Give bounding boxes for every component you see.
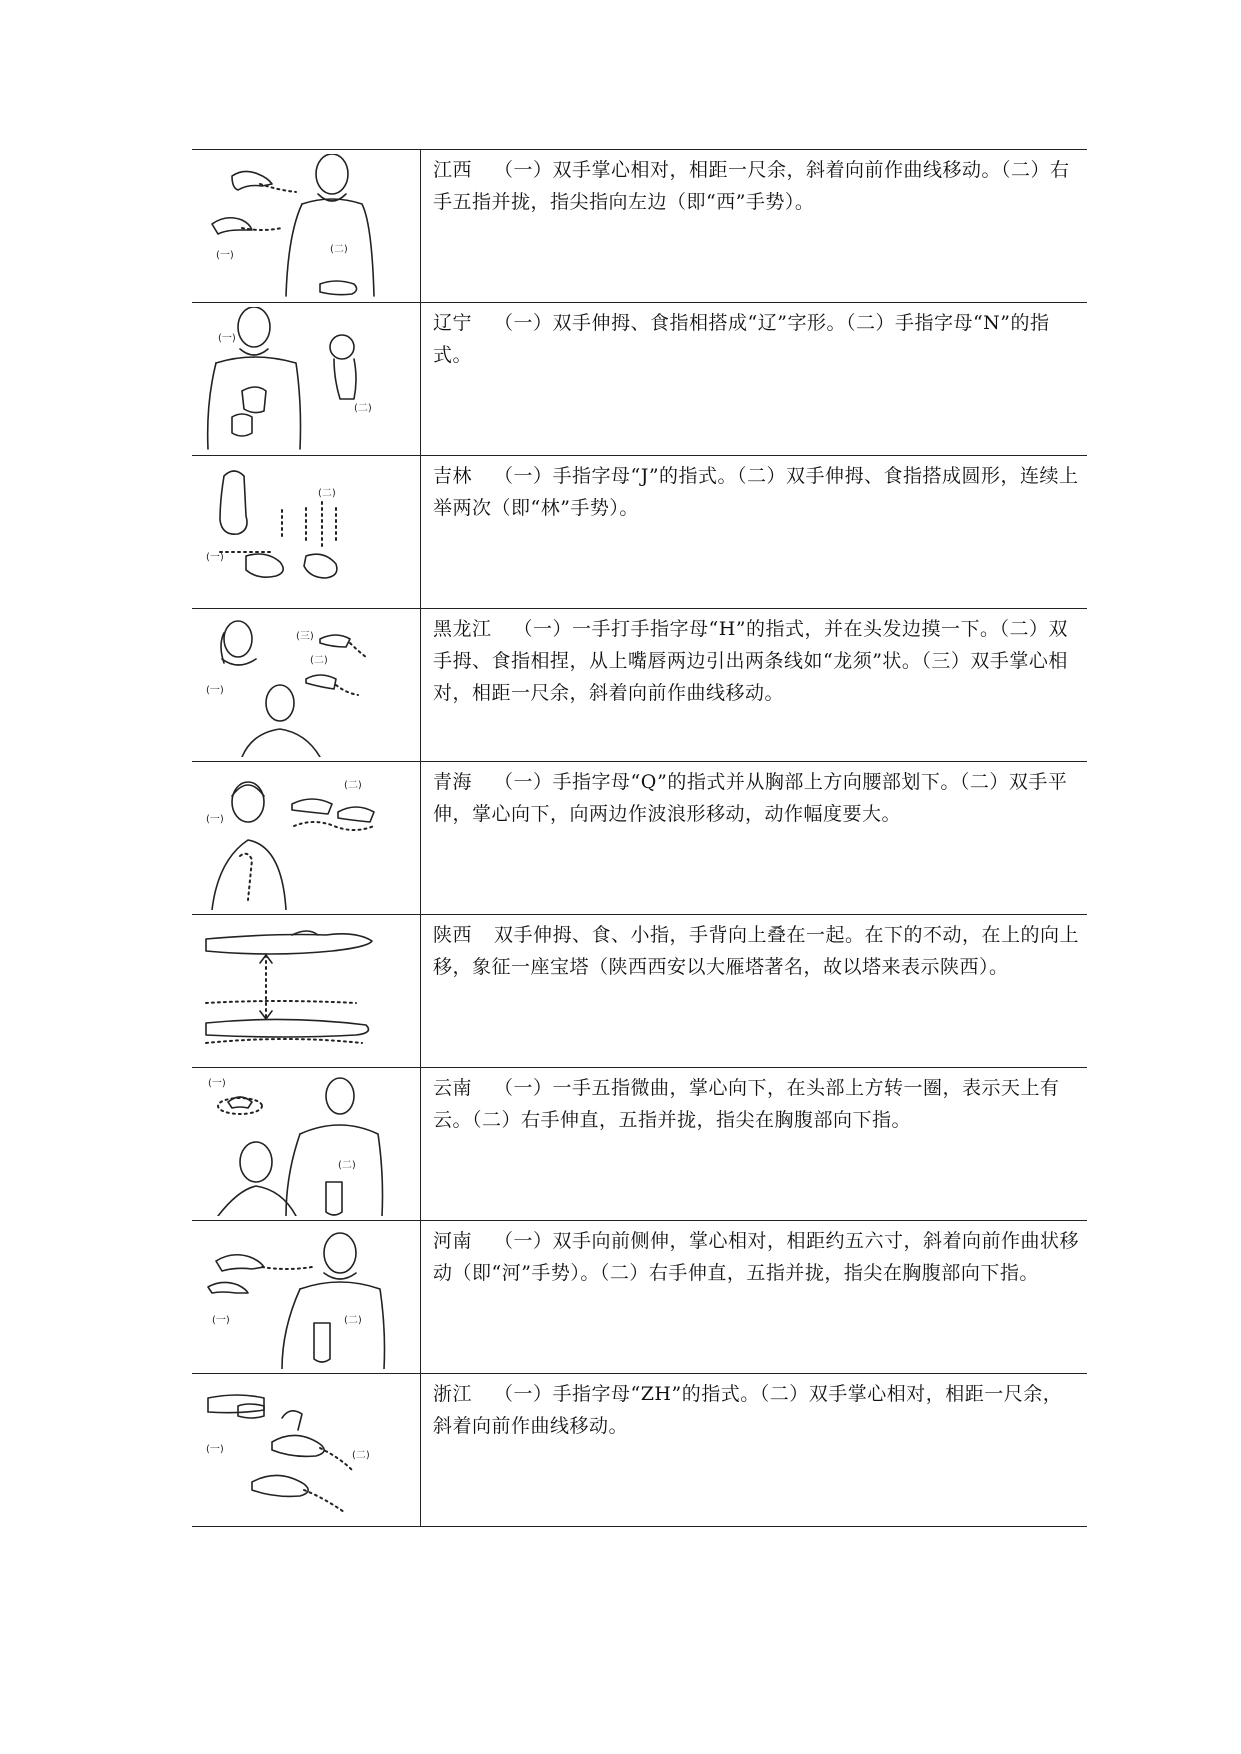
illustration-cell	[192, 915, 421, 1067]
figure-label: (二)	[338, 1160, 356, 1171]
province-name: 浙江	[433, 1383, 473, 1405]
table-row	[192, 608, 1087, 761]
sign-description: 双手伸拇、食、小指，手背向上叠在一起。在下的不动，在上的向上移，象征一座宝塔（陕西西安以大雁塔著名，故以塔来表示陕西）。	[433, 924, 1080, 978]
figure-label: (二)	[318, 488, 336, 499]
province-name: 江西	[433, 159, 473, 181]
description-cell	[421, 1374, 1087, 1526]
illustration-cell	[192, 303, 421, 455]
table-row	[192, 149, 1087, 302]
jiangxi-sign-illustration	[202, 154, 398, 298]
table-row	[192, 1373, 1087, 1527]
table-row	[192, 1220, 1087, 1373]
yunnan-sign-illustration	[202, 1072, 398, 1216]
figure-label: (二)	[344, 780, 362, 791]
sign-description: （一）一手五指微曲，掌心向下，在头部上方转一圈，表示天上有云。（二）右手伸直，五指并拢，指尖在胸腹部向下指。	[433, 1077, 1060, 1131]
table-row	[192, 455, 1087, 608]
sign-language-table	[192, 149, 1087, 1527]
province-name: 辽宁	[433, 312, 473, 334]
description-cell	[421, 456, 1087, 608]
province-name: 青海	[433, 771, 473, 793]
description-cell	[421, 915, 1087, 1067]
sign-description: （一）双手伸拇、食指相搭成“辽”字形。（二）手指字母“N”的指式。	[433, 312, 1050, 366]
figure-label: (二)	[354, 403, 372, 414]
sign-description: （一）手指字母“J”的指式。（二）双手伸拇、食指搭成圆形，连续上举两次（即“林”手势）。	[433, 465, 1079, 519]
qinghai-sign-illustration	[202, 766, 398, 910]
sign-description: （一）双手掌心相对，相距一尺余，斜着向前作曲线移动。（二）右手五指并拢，指尖指向左边（即“西”手势）。	[433, 159, 1070, 213]
description-cell	[421, 1221, 1087, 1373]
illustration-cell	[192, 150, 421, 302]
liaoning-sign-illustration	[202, 307, 398, 451]
figure-label: (一)	[212, 1315, 230, 1326]
province-name: 云南	[433, 1077, 473, 1099]
henan-sign-illustration	[202, 1225, 398, 1369]
illustration-cell	[192, 1068, 421, 1220]
illustration-cell	[192, 1221, 421, 1373]
figure-label: (一)	[216, 250, 234, 261]
description-cell	[421, 762, 1087, 914]
sign-description: （一）手指字母“ZH”的指式。（二）双手掌心相对，相距一尺余，斜着向前作曲线移动。	[433, 1383, 1063, 1437]
heilongjiang-sign-illustration	[202, 613, 398, 757]
illustration-cell	[192, 609, 421, 761]
sign-description: （一）手指字母“Q”的指式并从胸部上方向腰部划下。（二）双手平伸，掌心向下，向两边作波浪形移动，动作幅度要大。	[433, 771, 1068, 825]
figure-label: (二)	[344, 1315, 362, 1326]
figure-label: (三)	[296, 631, 314, 642]
figure-label: (一)	[206, 552, 224, 563]
illustration-cell	[192, 456, 421, 608]
illustration-cell	[192, 1374, 421, 1526]
province-name: 黑龙江	[433, 618, 492, 640]
illustration-cell	[192, 762, 421, 914]
description-cell	[421, 609, 1087, 761]
sign-description: （一）一手打手指字母“H”的指式，并在头发边摸一下。（二）双手拇、食指相捏，从上嘴唇两边引出两条线如“龙须”状。（三）双手掌心相对，相距一尺余，斜着向前作曲线移动。	[433, 618, 1069, 704]
table-row	[192, 914, 1087, 1067]
figure-label: (一)	[218, 333, 236, 344]
figure-label: (二)	[330, 244, 348, 255]
figure-label: (二)	[352, 1450, 370, 1461]
description-cell	[421, 150, 1087, 302]
figure-label: (一)	[206, 685, 224, 696]
sign-description: （一）双手向前侧伸，掌心相对，相距约五六寸，斜着向前作曲状移动（即“河”手势）。（二）右手伸直，五指并拢，指尖在胸腹部向下指。	[433, 1230, 1080, 1284]
figure-label: (一)	[206, 814, 224, 825]
province-name: 吉林	[433, 465, 473, 487]
province-name: 河南	[433, 1230, 473, 1252]
shaanxi-sign-illustration	[202, 919, 398, 1063]
zhejiang-sign-illustration	[202, 1378, 398, 1522]
table-row	[192, 761, 1087, 914]
table-row	[192, 302, 1087, 455]
figure-label: (一)	[206, 1444, 224, 1455]
figure-label: (二)	[310, 655, 328, 666]
figure-label: (一)	[208, 1078, 226, 1089]
province-name: 陕西	[433, 924, 473, 946]
description-cell	[421, 303, 1087, 455]
table-row	[192, 1067, 1087, 1220]
description-cell	[421, 1068, 1087, 1220]
jilin-sign-illustration	[202, 460, 398, 604]
